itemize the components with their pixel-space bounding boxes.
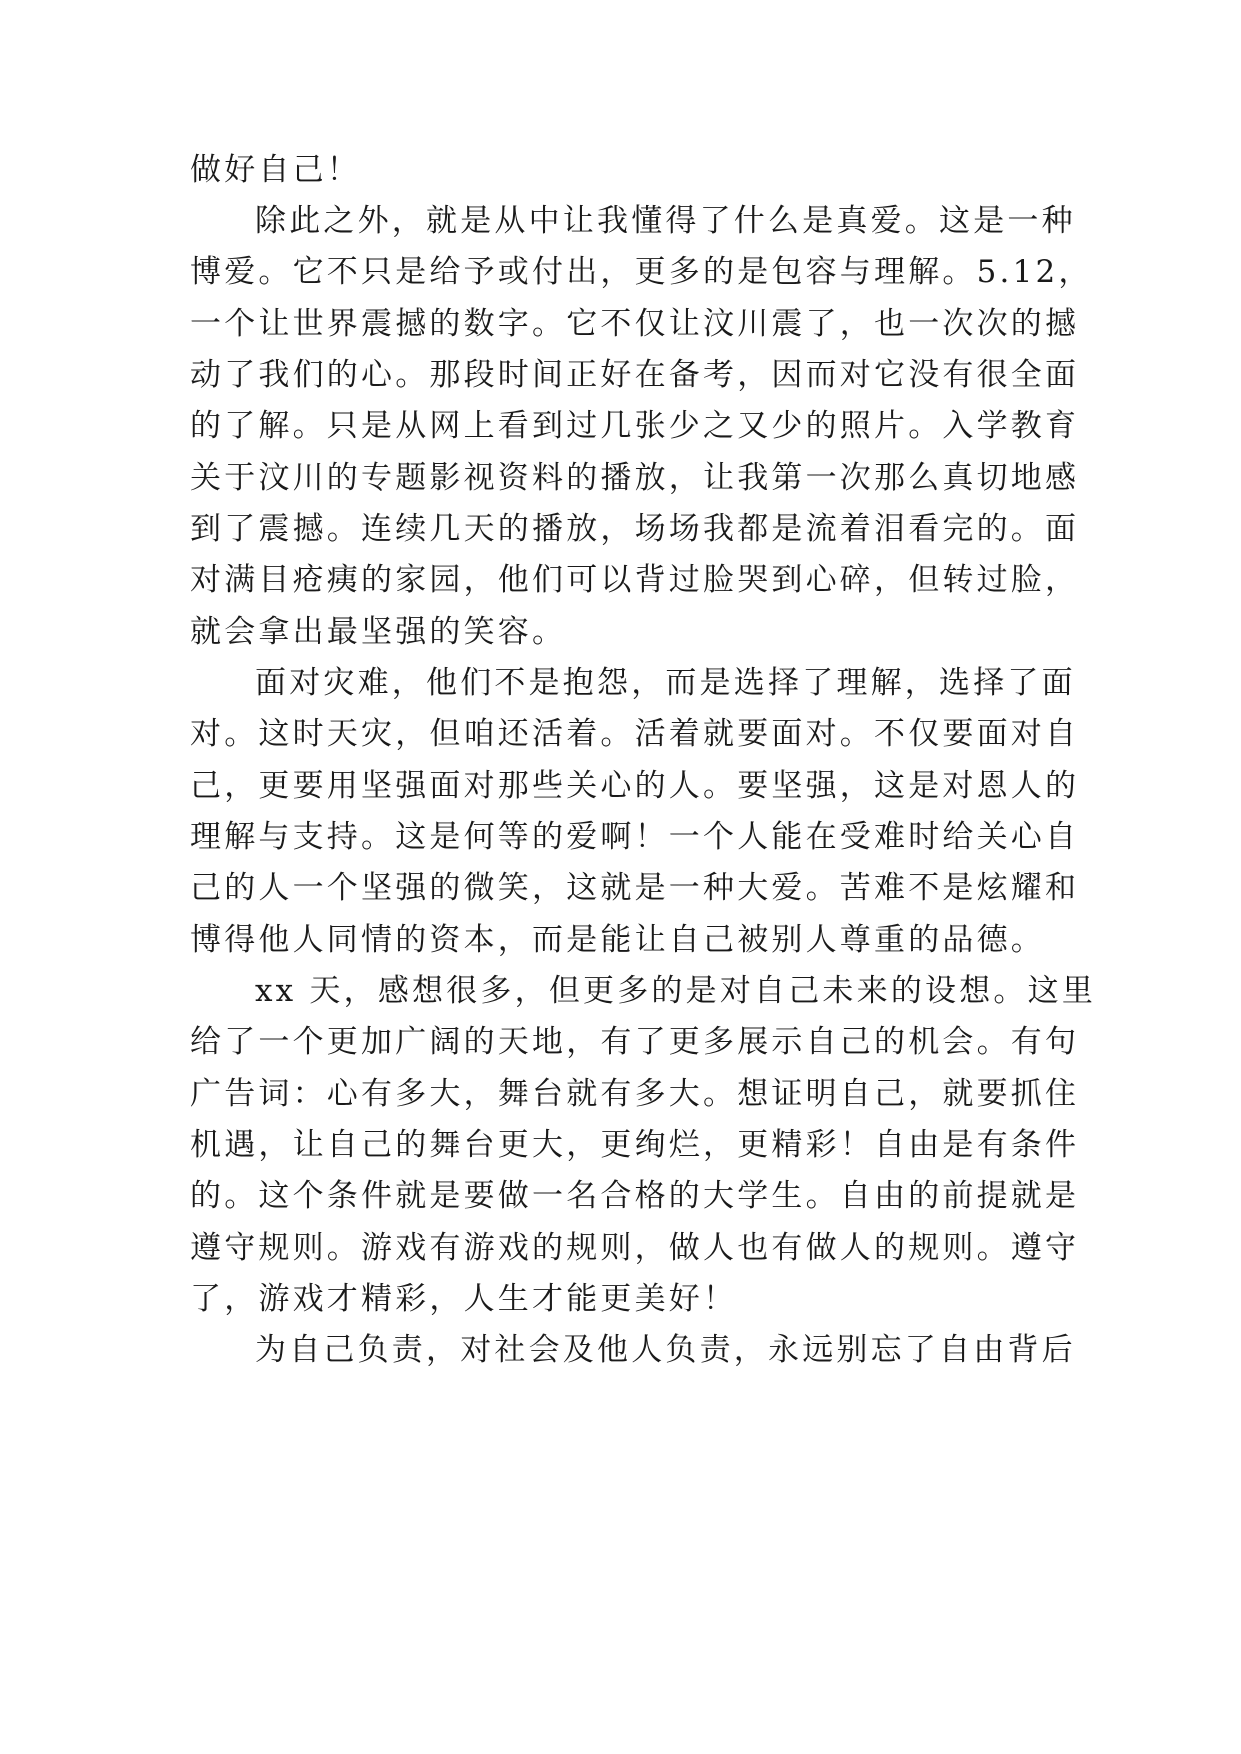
text-line: 就会拿出最坚强的笑容。 [190,614,567,650]
text-line: 为自己负责，对社会及他人负责，永远别忘了自由背后 [255,1332,1076,1368]
text-line: 给了一个更加广阔的天地，有了更多展示自己的机会。有句 [190,1024,1080,1060]
text-line: xx 天，感想很多，但更多的是对自己未来的设想。这里 [255,973,1097,1009]
text-line: 一个让世界震撼的数字。它不仅让汶川震了，也一次次的撼 [190,306,1080,342]
text-line: 了，游戏才精彩，人生才能更美好！ [190,1281,738,1317]
text-line: 关于汶川的专题影视资料的播放，让我第一次那么真切地感 [190,460,1080,496]
text-line: 博得他人同情的资本，而是能让自己被别人尊重的品德。 [190,922,1045,958]
text-line: 广告词：心有多大，舞台就有多大。想证明自己，就要抓住 [190,1076,1080,1112]
text-line: 做好自己！ [190,152,361,188]
text-line: 面对灾难，他们不是抱怨，而是选择了理解，选择了面 [255,665,1076,701]
text-line: 动了我们的心。那段时间正好在备考，因而对它没有很全面 [190,357,1080,393]
text-line: 到了震撼。连续几天的播放，场场我都是流着泪看完的。面 [190,511,1080,547]
text-line: 己，更要用坚强面对那些关心的人。要坚强，这是对恩人的 [190,768,1080,804]
text-line: 对。这时天灾，但咱还活着。活着就要面对。不仅要面对自 [190,716,1080,752]
text-line: 的了解。只是从网上看到过几张少之又少的照片。入学教育 [190,408,1080,444]
text-line: 己的人一个坚强的微笑，这就是一种大爱。苦难不是炫耀和 [190,870,1080,906]
text-line: 除此之外，就是从中让我懂得了什么是真爱。这是一种 [255,203,1076,239]
text-line: 的。这个条件就是要做一名合格的大学生。自由的前提就是 [190,1178,1080,1214]
text-line: 遵守规则。游戏有游戏的规则，做人也有做人的规则。遵守 [190,1230,1080,1266]
text-line: 机遇，让自己的舞台更大，更绚烂，更精彩！自由是有条件 [190,1127,1080,1163]
text-line: 对满目疮痍的家园，他们可以背过脸哭到心碎，但转过脸， [190,562,1080,598]
text-line: 博爱。它不只是给予或付出，更多的是包容与理解。5.12， [190,254,1093,290]
text-line: 理解与支持。这是何等的爱啊！一个人能在受难时给关心自 [190,819,1080,855]
